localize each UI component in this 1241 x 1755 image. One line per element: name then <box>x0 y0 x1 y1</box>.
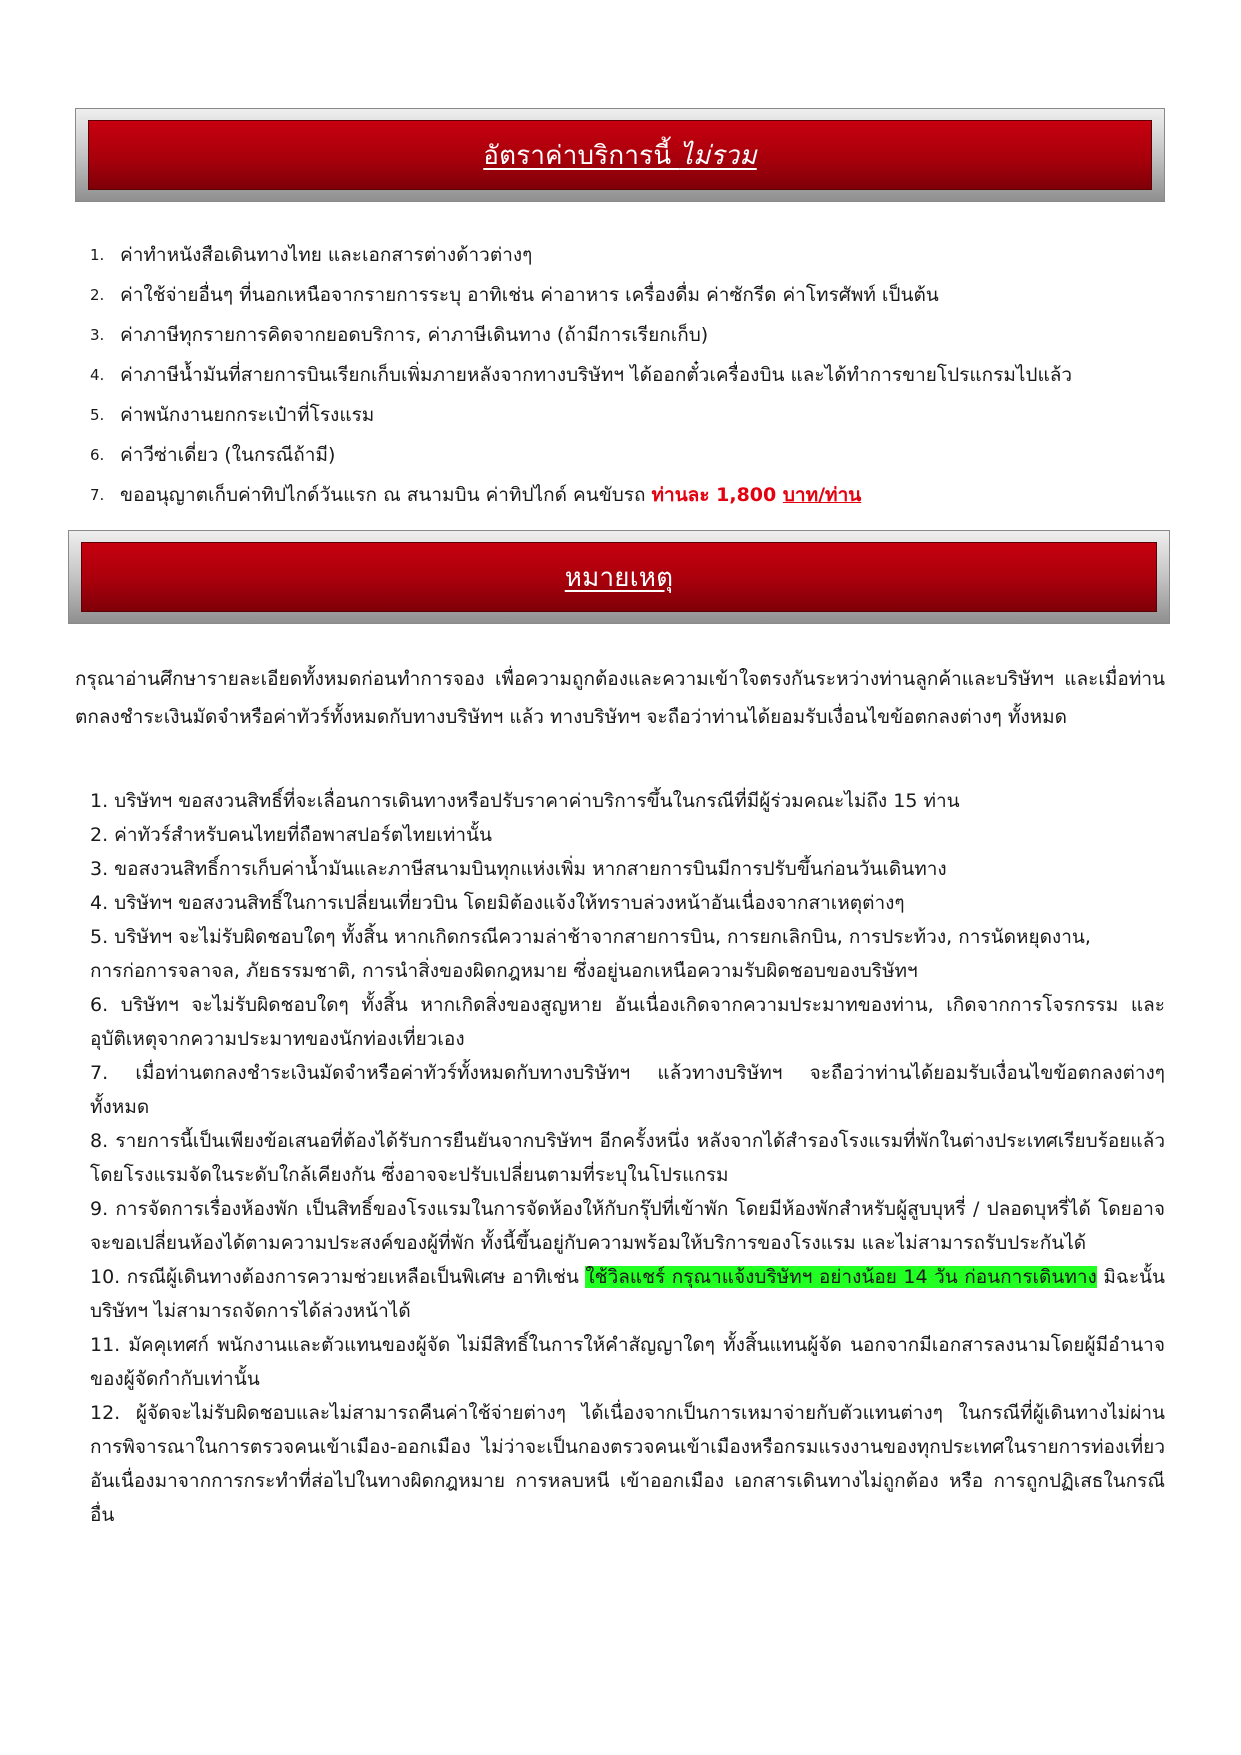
remarks-intro: กรุณาอ่านศึกษารายละเอียดทั้งหมดก่อนทำการจอง เพื่อความถูกต้องและความเข้าใจตรงกันระหว่างท่านลูกค้าและบริษัทฯ และเมื่อท่านตกลงชำระเงินมัดจำหรือค่าทัวร์ทั้งหมดกับทางบริษัทฯ แล้ว ทางบริษัทฯ จะถือว่าท่านได้ยอมรับเงื่อนไขข้อตกลงต่างๆ ทั้งหมด <box>75 668 1165 728</box>
list-item: 3. ค่าภาษีทุกรายการคิดจากยอดบริการ, ค่าภาษีเดินทาง (ถ้ามีการเรียกเก็บ) <box>90 324 709 346</box>
list-item: 2. ค่าทัวร์สำหรับคนไทยที่ถือพาสปอร์ตไทยเท่านั้น <box>90 824 493 846</box>
list-item: 12. ผู้จัดจะไม่รับผิดชอบและไม่สามารถคืนค่าใช้จ่ายต่างๆ ได้เนื่องจากเป็นการเหมาจ่ายกับตัวแทนต่างๆ ในกรณีที่ผู้เดินทางไม่ผ่านการพิจารณาในการตรวจคนเข้าเมือง-ออกเมือง ไม่ว่าจะเป็นกองตรวจคนเข้าเมืองหรือกรมแรงงานของทุกประเทศในรายการท่องเที่ยว อันเนื่องมาจากการกระทำที่ส่อไปในทางผิดกฎหมาย การหลบหนี เข้าออกเมือง เอกสารเดินทางไม่ถูกต้อง หรือ การถูกปฏิเสธในกรณีอื่น <box>90 1402 1165 1526</box>
exclusions-banner <box>75 108 1165 202</box>
list-item: 5. บริษัทฯ จะไม่รับผิดชอบใดๆ ทั้งสิ้น หากเกิดกรณีความล่าช้าจากสายการบิน, การยกเลิกบิน, การประท้วง, การนัดหยุดงาน, <box>90 926 1091 948</box>
list-item: 6. บริษัทฯ จะไม่รับผิดชอบใดๆ ทั้งสิ้น หากเกิดสิ่งของสูญหาย อันเนื่องเกิดจากความประมาทของท่าน, เกิดจากการโจรกรรม และ อุบัติเหตุจากความประมาทของนักท่องเที่ยวเอง <box>90 994 1165 1050</box>
remarks-list <box>90 784 1165 1532</box>
list-item: 6. ค่าวีซ่าเดี่ยว (ในกรณีถ้ามี) <box>90 444 336 466</box>
list-item: 1. บริษัทฯ ขอสงวนสิทธิ์ที่จะเลื่อนการเดินทางหรือปรับราคาค่าบริการขึ้นในกรณีที่มีผู้ร่วมคณะไม่ถึง 15 ท่าน <box>90 790 960 812</box>
exclusions-list <box>90 236 1170 516</box>
list-item: 5. ค่าพนักงานยกกระเป๋าที่โรงแรม <box>90 404 375 426</box>
list-item: 11. มัคคุเทศก์ พนักงานและตัวแทนของผู้จัด ไม่มีสิทธิ์ในการให้คำสัญญาใดๆ ทั้งสิ้นแทนผู้จัด นอกจากมีเอกสารลงนามโดยผู้มีอำนาจของผู้จัดกำกับเท่านั้น <box>90 1334 1165 1390</box>
list-item: 4. ค่าภาษีน้ำมันที่สายการบินเรียกเก็บเพิ่มภายหลังจากทางบริษัทฯ ได้ออกตั๋วเครื่องบิน และได้ทำการขายโปรแกรมไปแล้ว <box>90 364 1073 386</box>
tip-unit: บาท/ท่าน <box>782 484 862 506</box>
list-item: 3. ขอสงวนสิทธิ์การเก็บค่าน้ำมันและภาษีสนามบินทุกแห่งเพิ่ม หากสายการบินมีการปรับขึ้นก่อนวันเดินทาง <box>90 858 947 880</box>
list-item: 4. บริษัทฯ ขอสงวนสิทธิ์ในการเปลี่ยนเที่ยวบิน โดยมิต้องแจ้งให้ทราบล่วงหน้าอันเนื่องจากสาเหตุต่างๆ <box>90 892 905 914</box>
exclusions-title: อัตราค่าบริการนี้ ไม่รวม <box>483 140 757 171</box>
list-item: 2. ค่าใช้จ่ายอื่นๆ ที่นอกเหนือจากรายการระบุ อาทิเช่น ค่าอาหาร เครื่องดื่ม ค่าซักรีด ค่าโทรศัพท์ เป็นต้น <box>90 284 939 306</box>
exclusions-banner-inner <box>88 120 1152 190</box>
remarks-title: หมายเหตุ <box>564 562 674 593</box>
wheelchair-highlight: ใช้วิลแชร์ กรุณาแจ้งบริษัทฯ อย่างน้อย 14 วัน ก่อนการเดินทาง <box>585 1266 1097 1288</box>
list-item: 8. รายการนี้เป็นเพียงข้อเสนอที่ต้องได้รับการยืนยันจากบริษัทฯ อีกครั้งหนึ่ง หลังจากได้สำรองโรงแรมที่พักในต่างประเทศเรียบร้อยแล้ว โดยโรงแรมจัดในระดับใกล้เคียงกัน ซึ่งอาจจะปรับเปลี่ยนตามที่ระบุในโปรแกรม <box>90 1130 1165 1186</box>
remarks-banner <box>68 530 1170 624</box>
list-item-tip: 7. ขออนุญาตเก็บค่าทิปไกด์วันแรก ณ สนามบิน ค่าทิปไกด์ คนขับรถ ท่านละ 1,800 บาท/ท่าน <box>90 484 862 506</box>
remarks-banner-inner <box>81 542 1157 612</box>
list-item: 9. การจัดการเรื่องห้องพัก เป็นสิทธิ์ของโรงแรมในการจัดห้องให้กับกรุ๊ปที่เข้าพัก โดยมีห้องพักสำหรับผู้สูบบุหรี่ / ปลอดบุหรี่ได้ โดยอาจจะขอเปลี่ยนห้องได้ตามความประสงค์ของผู้ที่พัก ทั้งนี้ขึ้นอยู่กับความพร้อมให้บริการของโรงแรม และไม่สามารถรับประกันได้ <box>90 1198 1165 1254</box>
list-item: การก่อการจลาจล, ภัยธรรมชาติ, การนำสิ่งของผิดกฎหมาย ซึ่งอยู่นอกเหนือความรับผิดชอบของบริษัทฯ <box>90 960 918 982</box>
list-item: 7. เมื่อท่านตกลงชำระเงินมัดจำหรือค่าทัวร์ทั้งหมดกับทางบริษัทฯ แล้วทางบริษัทฯ จะถือว่าท่านได้ยอมรับเงื่อนไขข้อตกลงต่างๆ ทั้งหมด <box>90 1062 1165 1118</box>
list-item: 1. ค่าทำหนังสือเดินทางไทย และเอกสารต่างด้าวต่างๆ <box>90 244 533 266</box>
list-item-wheelchair: 10. กรณีผู้เดินทางต้องการความช่วยเหลือเป็นพิเศษ อาทิเช่น ใช้วิลแชร์ กรุณาแจ้งบริษัทฯ อย่างน้อย 14 วัน ก่อนการเดินทาง มิฉะนั้น บริษัทฯ ไม่สามารถจัดการได้ล่วงหน้าได้ <box>90 1266 1165 1322</box>
tip-price: ท่านละ 1,800 <box>651 484 783 506</box>
